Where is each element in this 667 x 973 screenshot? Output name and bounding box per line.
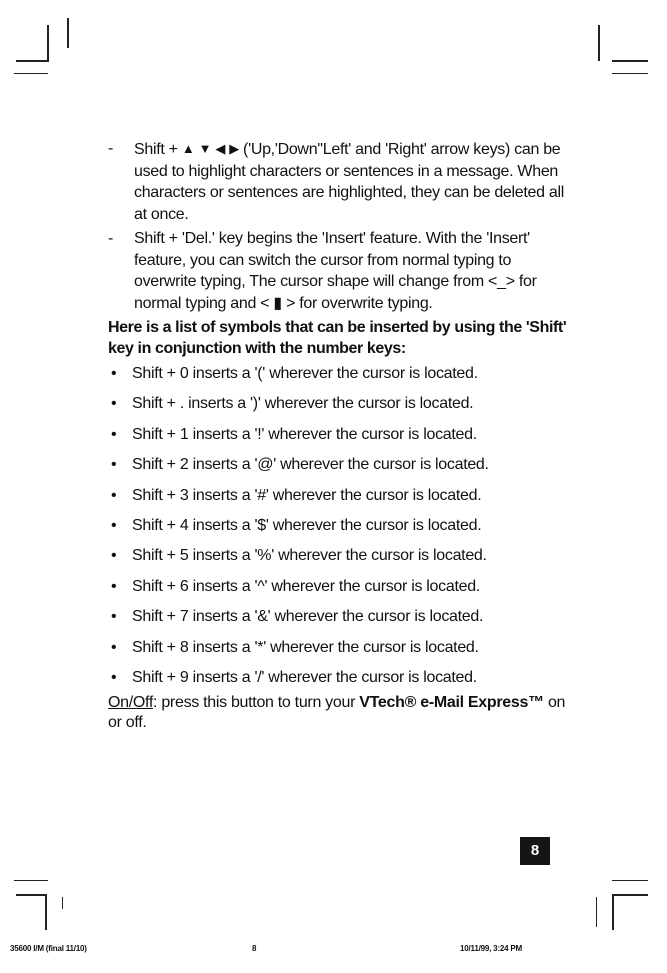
list-item (108, 363, 568, 393)
bullet: • (111, 365, 117, 382)
symbols-heading: Here is a list of symbols that can be inserted by using the 'Shift' key in conjunction with the number keys: (108, 319, 567, 357)
list-item-text: Shift + 8 inserts a '*' wherever the cursor is located. (132, 638, 479, 656)
instruction-text: Shift + 'Del.' key begins the 'Insert' feature. With the 'Insert' feature, you can switch the cursor from normal typing to overwrite typing, The cursor shape will change from <_> for normal typing and < ▮ > for overwrite typing. (134, 230, 537, 312)
list-item-text: Shift + 9 inserts a '/' wherever the cursor is located. (132, 668, 477, 686)
instruction-arrow-keys (108, 138, 568, 225)
instruction-text-post: ('Up,'Down''Left' and 'Right' arrow keys) can be used to highlight characters or sentences in a message. When characters or sentences are highlighted, they can be deleted all at once. (134, 141, 564, 223)
list-item-text: Shift + 0 inserts a '(' wherever the cursor is located. (132, 365, 478, 382)
onoff-text-end: on or off. (108, 694, 566, 732)
bullet: • (111, 395, 117, 413)
bullet: • (111, 425, 117, 443)
symbols-list (108, 363, 568, 697)
footer-timestamp: 10/11/99, 3:24 PM (460, 944, 522, 953)
list-item (108, 515, 568, 545)
bullet: • (111, 638, 117, 656)
list-item-text: Shift + 2 inserts a '@' wherever the cursor is located. (132, 456, 489, 474)
instruction-text-pre: Shift + (134, 141, 182, 158)
list-item (108, 424, 568, 454)
arrow-right-icon: ▶ (229, 141, 239, 156)
list-item (108, 393, 568, 423)
bullet: • (111, 668, 117, 686)
list-item (108, 485, 568, 515)
bullet: • (111, 547, 117, 565)
list-item (108, 637, 568, 667)
bullet: • (111, 486, 117, 504)
arrow-up-icon: ▲ (181, 141, 195, 156)
manual-content (108, 138, 568, 733)
list-item-text: Shift + 7 inserts a '&' wherever the cursor is located. (132, 608, 484, 626)
list-item-text: Shift + 4 inserts a '$' wherever the cursor is located. (132, 516, 482, 534)
bullet: • (111, 577, 117, 595)
dash-marker: - (108, 230, 114, 247)
list-item-text: Shift + 1 inserts a '!' wherever the cursor is located. (132, 425, 477, 443)
instruction-insert-key (108, 228, 568, 314)
arrow-down-icon: ▼ (198, 141, 212, 156)
footer-page: 8 (252, 944, 257, 953)
list-item-text: Shift + 6 inserts a '^' wherever the cursor is located. (132, 577, 480, 595)
onoff-description (108, 693, 568, 733)
footer-file-info: 35600 I/M (final 11/10) (10, 944, 87, 953)
list-item-text: Shift + 3 inserts a '#' wherever the cursor is located. (132, 486, 482, 504)
onoff-text: : press this button to turn your (153, 694, 360, 712)
list-item-text: Shift + . inserts a ')' wherever the cursor is located. (132, 395, 474, 413)
bullet: • (111, 608, 117, 626)
list-item-text: Shift + 5 inserts a '%' wherever the cursor is located. (132, 547, 487, 565)
list-item (108, 576, 568, 606)
list-item (108, 606, 568, 636)
product-name: VTech® e-Mail Express™ (359, 694, 544, 712)
onoff-label: On/Off (108, 694, 154, 712)
bullet: • (111, 456, 117, 474)
arrow-left-icon: ◀ (215, 141, 226, 156)
dash-marker: - (108, 140, 114, 157)
list-item (108, 545, 568, 575)
list-item (108, 454, 568, 484)
page-number-badge: 8 (520, 837, 550, 865)
bullet: • (111, 516, 117, 534)
